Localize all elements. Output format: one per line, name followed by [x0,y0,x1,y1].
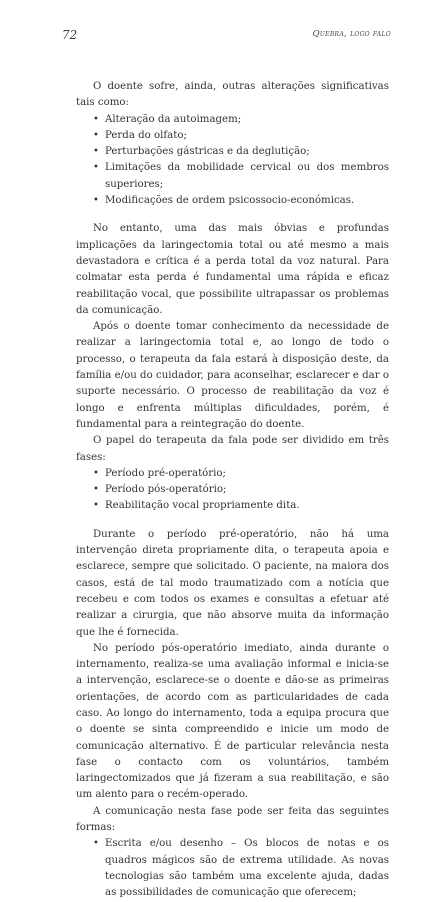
alterations-list [76,112,389,210]
list-item: • Alteração da autoimagem; [93,112,389,128]
bullet-icon: • [93,113,99,125]
body-text [76,79,389,902]
page-header [62,28,391,42]
list-item: • Perturbações gástricas e da deglutição; [93,144,389,160]
list-item: • Escrita e/ou desenho – Os blocos de notas e os quadros mágicos são de extrema utilidade. As novas tecnologias são também uma excelente ajuda, dadas as possibilidades de comunicação que oferecem; [93,838,389,899]
page-number: 72 [62,28,78,42]
list-item: • Período pós-operatório; [93,482,389,498]
bullet-icon: • [93,162,99,174]
bullet-icon: • [93,838,99,850]
list-intro: O doente sofre, ainda, outras alterações significativas tais como: [76,81,389,109]
running-title: Quebra, logo falo [312,29,391,39]
list-item: • Modificações de ordem psicossocio-económicas. [93,193,389,209]
bullet-icon: • [93,467,99,479]
forms-list [76,836,389,901]
paragraph: O papel do terapeuta da fala pode ser dividido em três fases: [76,435,389,463]
bullet-icon: • [93,129,99,141]
list-item: • Limitações da mobilidade cervical ou dos membros superiores; [93,162,389,190]
paragraph: A comunicação nesta fase pode ser feita das seguintes formas: [76,805,389,834]
bullet-icon: • [93,146,99,158]
bullet-icon: • [93,484,99,496]
list-item: • Período pré-operatório; [93,466,389,482]
paragraph: Durante o período pré-operatório, não há uma intervenção direta propriamente dita, o terapeuta apoia e esclarece, sempre que solicitado. O paciente, na maiora dos casos, está de tal modo traumatizado com a notícia que recebeu e com todos os exames e consultas a efetuar até realizar a cirurgia, que não absorve muita da informação que lhe é fornecida. [76,528,389,638]
paragraph: Após o doente tomar conhecimento da necessidade de realizar a laringectomia total e, ao longo de todo o processo, o terapeuta da fala estará à disposição deste, da família e/ou do cuidador, para aconselhar, esclarecer e dar o suporte necessário. O processo de reabilitação da voz é longo e enfrenta múltiplas dificuldades, porém, é fundamental para a reintegração do doente. [76,321,389,430]
phases-list [76,466,389,515]
paragraph: No entanto, uma das mais óbvias e profundas implicações da laringectomia total ou até mesmo a mais devastadora e crítica é a perda total da voz natural. Para colmatar esta perda é fundamental uma rápida e eficaz reabilitação vocal, que possibilite ultrapassar os problemas da comunicação. [76,223,389,316]
list-item: • Perda do olfato; [93,128,389,144]
bullet-icon: • [93,500,99,512]
list-item: • Reabilitação vocal propriamente dita. [93,498,389,514]
bullet-icon: • [93,195,99,207]
paragraph: No período pós-operatório imediato, ainda durante o internamento, realiza-se uma avaliação informal e inicia-se a intervenção, esclarece-se o doente e dão-se as primeiras orientações, de acordo com as particularidades de cada caso. Ao longo do internamento, toda a equipa procura que o doente se sinta compreendido e inicie um modo de comunicação alternativo. É de particular relevância nesta fase o contacto com os voluntários, também laringectomizados que já fizeram a sua reabilitação, e são um alento para o recém-operado. [76,642,389,801]
